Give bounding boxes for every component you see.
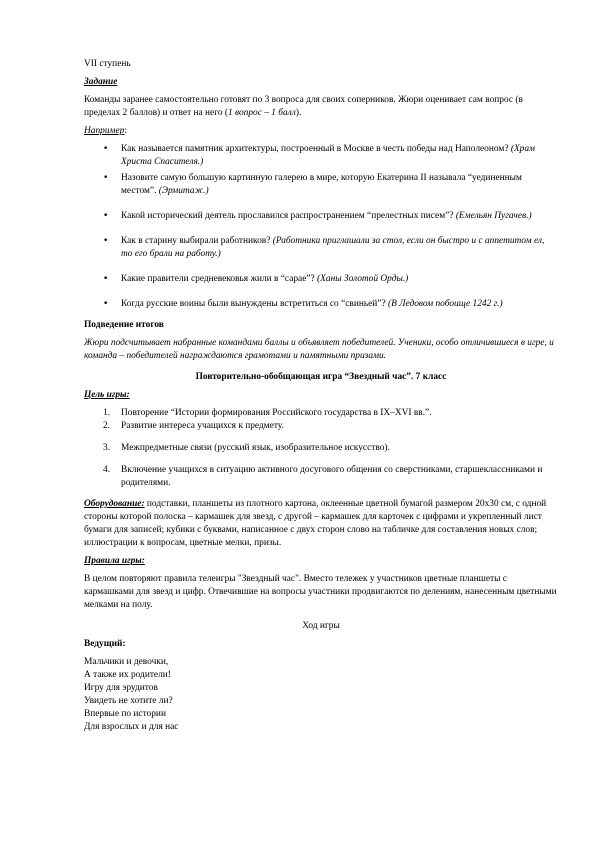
list-item: • Как в старину выбирали работников? (Работника приглашали за стол, если он быстро и с аппетитом ел, то его брали на работу.) <box>84 235 558 261</box>
stage-label: VII ступень <box>84 59 131 69</box>
task-text-italic: 1 вопрос – 1 балл <box>227 108 296 118</box>
game-title: Повторительно-обобщающая игра “Звездный час”. 7 класс <box>195 372 447 382</box>
list-item: 3. Межпредметные связи (русский язык, изобразительное искусство). <box>103 443 390 453</box>
questions-list <box>84 143 558 311</box>
task-text-end: ). <box>295 108 302 118</box>
task-heading: Задание <box>84 77 118 87</box>
poem-line: А также их родители! <box>84 670 171 680</box>
list-item: • Какие правители средневековья жили в “сарае”? (Ханы Золотой Орды.) <box>84 273 558 286</box>
poem <box>84 656 558 734</box>
document-page <box>84 58 558 734</box>
list-item: • Назовите самую большую картинную галерею в мире, которую Екатерина II называла “уединенным местом”. (Эрмитаж.) <box>84 172 558 198</box>
results-text: Жюри подсчитывает набранные командами баллы и объявляет победителей. Ученики, особо отличившиеся в игре, и команда – победителей награждаются грамотами и памятными призами. <box>84 338 554 361</box>
list-item: • Как называется памятник архитектуры, построенный в Москве в честь победы над Наполеоном? (Храм Христа Спасителя.) <box>84 143 558 169</box>
poem-line: Впервые по истории <box>84 709 166 719</box>
goals-list <box>84 407 558 490</box>
equipment-paragraph <box>84 498 558 550</box>
host-heading: Ведущий: <box>84 639 126 649</box>
poem-line: Мальчики и девочки, <box>84 657 169 667</box>
example-heading: Например: <box>84 126 127 136</box>
poem-line: Увидеть не хотите ли? <box>84 696 173 706</box>
equipment-label: Оборудование: <box>84 499 145 509</box>
task-text <box>84 94 558 120</box>
poem-line: Для взрослых и для нас <box>84 722 179 732</box>
goal-heading: Цель игры: <box>84 390 130 400</box>
rules-text: В целом повторяют правила телеигры "Звездный час". Вместо тележек у участников цветные планшеты с кармашками для звезд и цифр. Отвечившие на вопросы участники продвигаются по делениям, нанесенным цветными мелками на полу. <box>84 574 557 610</box>
results-heading: Подведение итогов <box>84 320 164 330</box>
task-text-main: Команды заранее самостоятельно готовят по 3 вопроса для своих соперников. Жюри оценивает сам вопрос (в пределах 2 баллов) и ответ на него ( <box>84 95 523 118</box>
list-item: 1. Повторение “Истории формирования Российского государства в IX–XVI вв.”. <box>103 408 432 418</box>
poem-line: Игру для эрудитов <box>84 683 158 693</box>
rules-heading: Правила игры: <box>84 556 145 566</box>
course-title: Ход игры <box>302 621 340 631</box>
list-item: • Какой исторический деятель прославился распространением “прелестных писем”? (Емельян Пугачев.) <box>84 210 558 223</box>
equipment-text: подставки, планшеты из плотного картона, оклеенные цветной бумагой размером 20х30 см, с одной стороны которой полоска – кармашек для звезд, с другой – кармашек для карточек с цифрами и укрепленный лист бумаги для записей; кубики с буквами, написанное с двух сторон слово на табличке для составления новых слов; иллюстрации к вопросам, цветные мелки, призы. <box>84 499 547 548</box>
list-item: 2. Развитие интереса учащихся к предмету. <box>103 421 284 431</box>
list-item: • Когда русские воины были вынуждены встретиться со “свиньей”? (В Ледовом побоище 1242 г.) <box>84 298 558 311</box>
list-item: 4. Включение учащихся в ситуацию активного досугового общения со сверстниками, старшеклассниками и родителями. <box>103 465 543 488</box>
